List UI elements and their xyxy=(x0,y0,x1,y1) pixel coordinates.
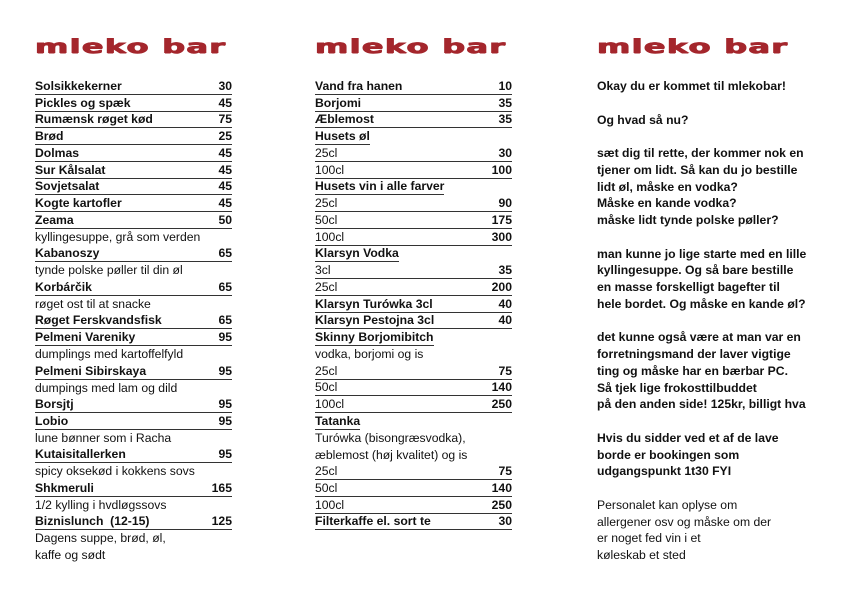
text-line: udgangspunkt 1t30 FYI xyxy=(597,464,732,479)
item-name: Sur Kålsalat xyxy=(35,162,106,177)
menu-item xyxy=(315,313,512,330)
size-row xyxy=(315,229,512,246)
item-name: Kogte kartofler xyxy=(35,196,122,210)
size-row xyxy=(315,396,512,413)
size-label: 25cl xyxy=(315,196,338,210)
text-line: Personalet kan oplyse om xyxy=(597,497,738,512)
size-label: 100cl xyxy=(315,497,345,512)
info-paragraph-question xyxy=(597,112,812,129)
item-description: 1/2 kylling i hvdløgssovs xyxy=(35,497,167,512)
food-list xyxy=(35,78,232,564)
text-line: Måske en kande vodka? xyxy=(597,196,737,211)
info-paragraph-lunch xyxy=(597,329,812,413)
item-price: 95 xyxy=(218,413,232,428)
size-label: 25cl xyxy=(315,279,338,294)
size-label: 25cl xyxy=(315,464,338,478)
item-price: 140 xyxy=(491,380,512,395)
item-price: 35 xyxy=(498,95,512,110)
info-column xyxy=(597,34,812,581)
size-label: 25cl xyxy=(315,145,338,160)
text-line: allergener osv og måske om der xyxy=(597,514,772,529)
info-text xyxy=(597,78,812,564)
text-line: Okay du er kommet til mlekobar! xyxy=(597,79,786,93)
item-price: 30 xyxy=(498,145,512,160)
item-description: tynde polske pøller til din øl xyxy=(35,263,183,278)
item-price: 45 xyxy=(218,179,232,194)
item-name: Vand fra hanen xyxy=(315,78,403,93)
size-row xyxy=(315,162,512,179)
drinks-menu-column xyxy=(315,34,512,530)
size-label: 50cl xyxy=(315,480,338,495)
item-price: 30 xyxy=(218,78,232,93)
item-description: æblemost (høj kvalitet) og is xyxy=(315,447,468,462)
item-description: dumpings med lam og dild xyxy=(35,380,178,395)
menu-item xyxy=(35,212,232,229)
menu-group-heading xyxy=(315,413,512,430)
logo: mleko bar xyxy=(597,35,789,58)
size-label: 25cl xyxy=(315,363,338,378)
size-label: 50cl xyxy=(315,380,338,395)
item-description: kyllingesuppe, grå som verden xyxy=(35,229,201,244)
menu-item xyxy=(35,195,232,212)
item-price: 95 xyxy=(218,397,232,411)
info-paragraph-sit-down xyxy=(597,145,812,229)
item-price: 35 xyxy=(498,263,512,277)
item-description: dumplings med kartoffelfyld xyxy=(35,347,184,361)
item-price: 65 xyxy=(218,279,232,294)
menu-group-heading xyxy=(315,246,512,263)
item-name: Klarsyn Vodka xyxy=(315,246,399,261)
size-label: 100cl xyxy=(315,229,345,244)
item-price: 45 xyxy=(218,95,232,110)
text-line: Så tjek lige frokosttilbuddet xyxy=(597,380,757,395)
text-line: lidt øl, måske en vodka? xyxy=(597,179,738,194)
item-price: 95 xyxy=(218,330,232,344)
menu-item xyxy=(35,279,232,296)
size-row xyxy=(315,145,512,162)
item-name: Klarsyn Pestojna 3cl xyxy=(315,313,435,328)
logo: mleko bar xyxy=(35,35,227,58)
menu-item xyxy=(35,246,232,263)
menu-item xyxy=(35,78,232,95)
item-name: Sovjetsalat xyxy=(35,179,100,194)
menu-group-heading xyxy=(315,128,512,145)
menu-item xyxy=(35,313,232,330)
text-line: forretningsmand der laver vigtige xyxy=(597,347,791,361)
size-row xyxy=(315,279,512,296)
text-line: borde er bookingen som xyxy=(597,447,740,462)
menu-item xyxy=(35,413,232,430)
text-line: kyllingesuppe. Og så bare bestille xyxy=(597,263,794,278)
item-price: 165 xyxy=(211,480,232,495)
item-name: Kutaisitallerken xyxy=(35,447,126,462)
item-price: 90 xyxy=(498,196,512,210)
text-line: hele bordet. Og måske en kande øl? xyxy=(597,296,806,311)
item-price: 65 xyxy=(218,246,232,261)
item-price: 10 xyxy=(498,78,512,93)
menu-item xyxy=(35,128,232,145)
item-description: røget ost til at snacke xyxy=(35,296,151,311)
item-name: Røget Ferskvandsfisk xyxy=(35,313,162,328)
text-line: en masse forskelligt bagefter til xyxy=(597,280,780,294)
menu-item xyxy=(35,363,232,380)
item-description: lune bønner som i Racha xyxy=(35,430,172,445)
size-row xyxy=(315,363,512,380)
menu-item xyxy=(35,179,232,196)
item-price: 75 xyxy=(498,464,512,478)
item-name: Brød xyxy=(35,129,64,143)
menu-item xyxy=(35,329,232,346)
item-description: spicy oksekød i kokkens sovs xyxy=(35,464,195,479)
item-name: Biznislunch (12-15) xyxy=(35,514,150,529)
size-row xyxy=(315,480,512,497)
item-name: Tatanka xyxy=(315,413,361,428)
size-label: 3cl xyxy=(315,263,331,277)
menu-item xyxy=(35,145,232,162)
menu-item xyxy=(35,112,232,129)
size-row xyxy=(315,497,512,514)
text-line: tjener om lidt. Så kan du jo bestille xyxy=(597,162,798,177)
item-name: Æblemost xyxy=(315,112,374,127)
item-name: Zeama xyxy=(35,212,74,227)
text-line: måske lidt tynde polske pøller? xyxy=(597,213,779,227)
menu-group-heading xyxy=(315,179,512,196)
text-line: er noget fed vin i et xyxy=(597,531,701,546)
menu-item xyxy=(35,514,232,531)
item-name: Borjomi xyxy=(315,95,362,110)
menu-item xyxy=(315,95,512,112)
item-price: 250 xyxy=(491,397,512,411)
item-description: Dagens suppe, brød, øl, xyxy=(35,531,166,546)
size-row xyxy=(315,380,512,397)
info-paragraph-booking xyxy=(597,430,812,480)
item-name: Pickles og spæk xyxy=(35,95,131,110)
text-line: det kunne også være at man var en xyxy=(597,330,801,345)
menu-item xyxy=(315,78,512,95)
text-line: køleskab et sted xyxy=(597,548,686,562)
menu-item xyxy=(35,480,232,497)
item-price: 40 xyxy=(498,296,512,311)
item-name: Lobio xyxy=(35,413,69,428)
size-label: 100cl xyxy=(315,162,345,177)
item-name: Dolmas xyxy=(35,145,80,160)
info-paragraph-welcome xyxy=(597,78,812,95)
menu-item xyxy=(35,95,232,112)
size-row xyxy=(315,262,512,279)
item-name: Husets øl xyxy=(315,129,370,143)
item-price: 75 xyxy=(218,112,232,127)
item-price: 300 xyxy=(491,229,512,244)
item-price: 50 xyxy=(218,212,232,227)
item-price: 45 xyxy=(218,145,232,160)
item-price: 100 xyxy=(491,162,512,177)
item-price: 250 xyxy=(491,497,512,512)
item-price: 95 xyxy=(218,363,232,378)
item-price: 200 xyxy=(491,279,512,294)
item-name: Rumænsk røget kød xyxy=(35,112,153,127)
text-line: på den anden side! 125kr, billigt hva xyxy=(597,397,806,412)
info-paragraph-suggestion xyxy=(597,246,812,313)
item-price: 65 xyxy=(218,313,232,328)
item-name: Pelmeni Vareniky xyxy=(35,330,136,344)
item-price: 45 xyxy=(218,162,232,177)
menu-item xyxy=(315,514,512,531)
text-line: sæt dig til rette, der kommer nok en xyxy=(597,146,804,160)
menu-item xyxy=(315,296,512,313)
text-line: ting og måske har en bærbar PC. xyxy=(597,363,788,378)
item-description: Turówka (bisongræsvodka), xyxy=(315,430,466,445)
food-menu-column xyxy=(35,34,232,564)
item-price: 125 xyxy=(211,514,232,529)
menu-item xyxy=(315,112,512,129)
text-line: man kunne jo lige starte med en lille xyxy=(597,246,807,261)
item-name: Shkmeruli xyxy=(35,480,94,495)
item-price: 140 xyxy=(491,480,512,495)
item-price: 45 xyxy=(218,196,232,210)
size-row xyxy=(315,463,512,480)
size-label: 50cl xyxy=(315,212,338,227)
item-name: Korbárčik xyxy=(35,279,92,294)
menu-item xyxy=(35,162,232,179)
text-line: Og hvad så nu? xyxy=(597,112,689,127)
item-price: 30 xyxy=(498,514,512,529)
item-name: Klarsyn Turówka 3cl xyxy=(315,296,433,311)
item-price: 75 xyxy=(498,363,512,378)
item-price: 175 xyxy=(491,212,512,227)
item-description: kaffe og sødt xyxy=(35,548,106,562)
item-description: vodka, borjomi og is xyxy=(315,347,424,361)
item-price: 40 xyxy=(498,313,512,328)
drinks-list xyxy=(315,78,512,530)
item-name: Filterkaffe el. sort te xyxy=(315,514,431,529)
size-label: 100cl xyxy=(315,397,345,411)
item-price: 95 xyxy=(218,447,232,462)
item-name: Skinny Borjomibitch xyxy=(315,330,434,344)
size-row xyxy=(315,195,512,212)
item-name: Pelmeni Sibirskaya xyxy=(35,363,147,378)
item-name: Solsikkekerner xyxy=(35,78,122,93)
item-price: 25 xyxy=(218,129,232,143)
menu-item xyxy=(35,447,232,464)
item-name: Kabanoszy xyxy=(35,246,100,261)
info-paragraph-allergens xyxy=(597,497,812,564)
item-name: Husets vin i alle farver xyxy=(315,179,445,194)
menu-item xyxy=(35,396,232,413)
text-line: Hvis du sidder ved et af de lave xyxy=(597,430,779,445)
item-name: Borsjtj xyxy=(35,397,74,411)
logo: mleko bar xyxy=(315,35,507,58)
item-price: 35 xyxy=(498,112,512,127)
menu-group-heading xyxy=(315,329,512,346)
size-row xyxy=(315,212,512,229)
